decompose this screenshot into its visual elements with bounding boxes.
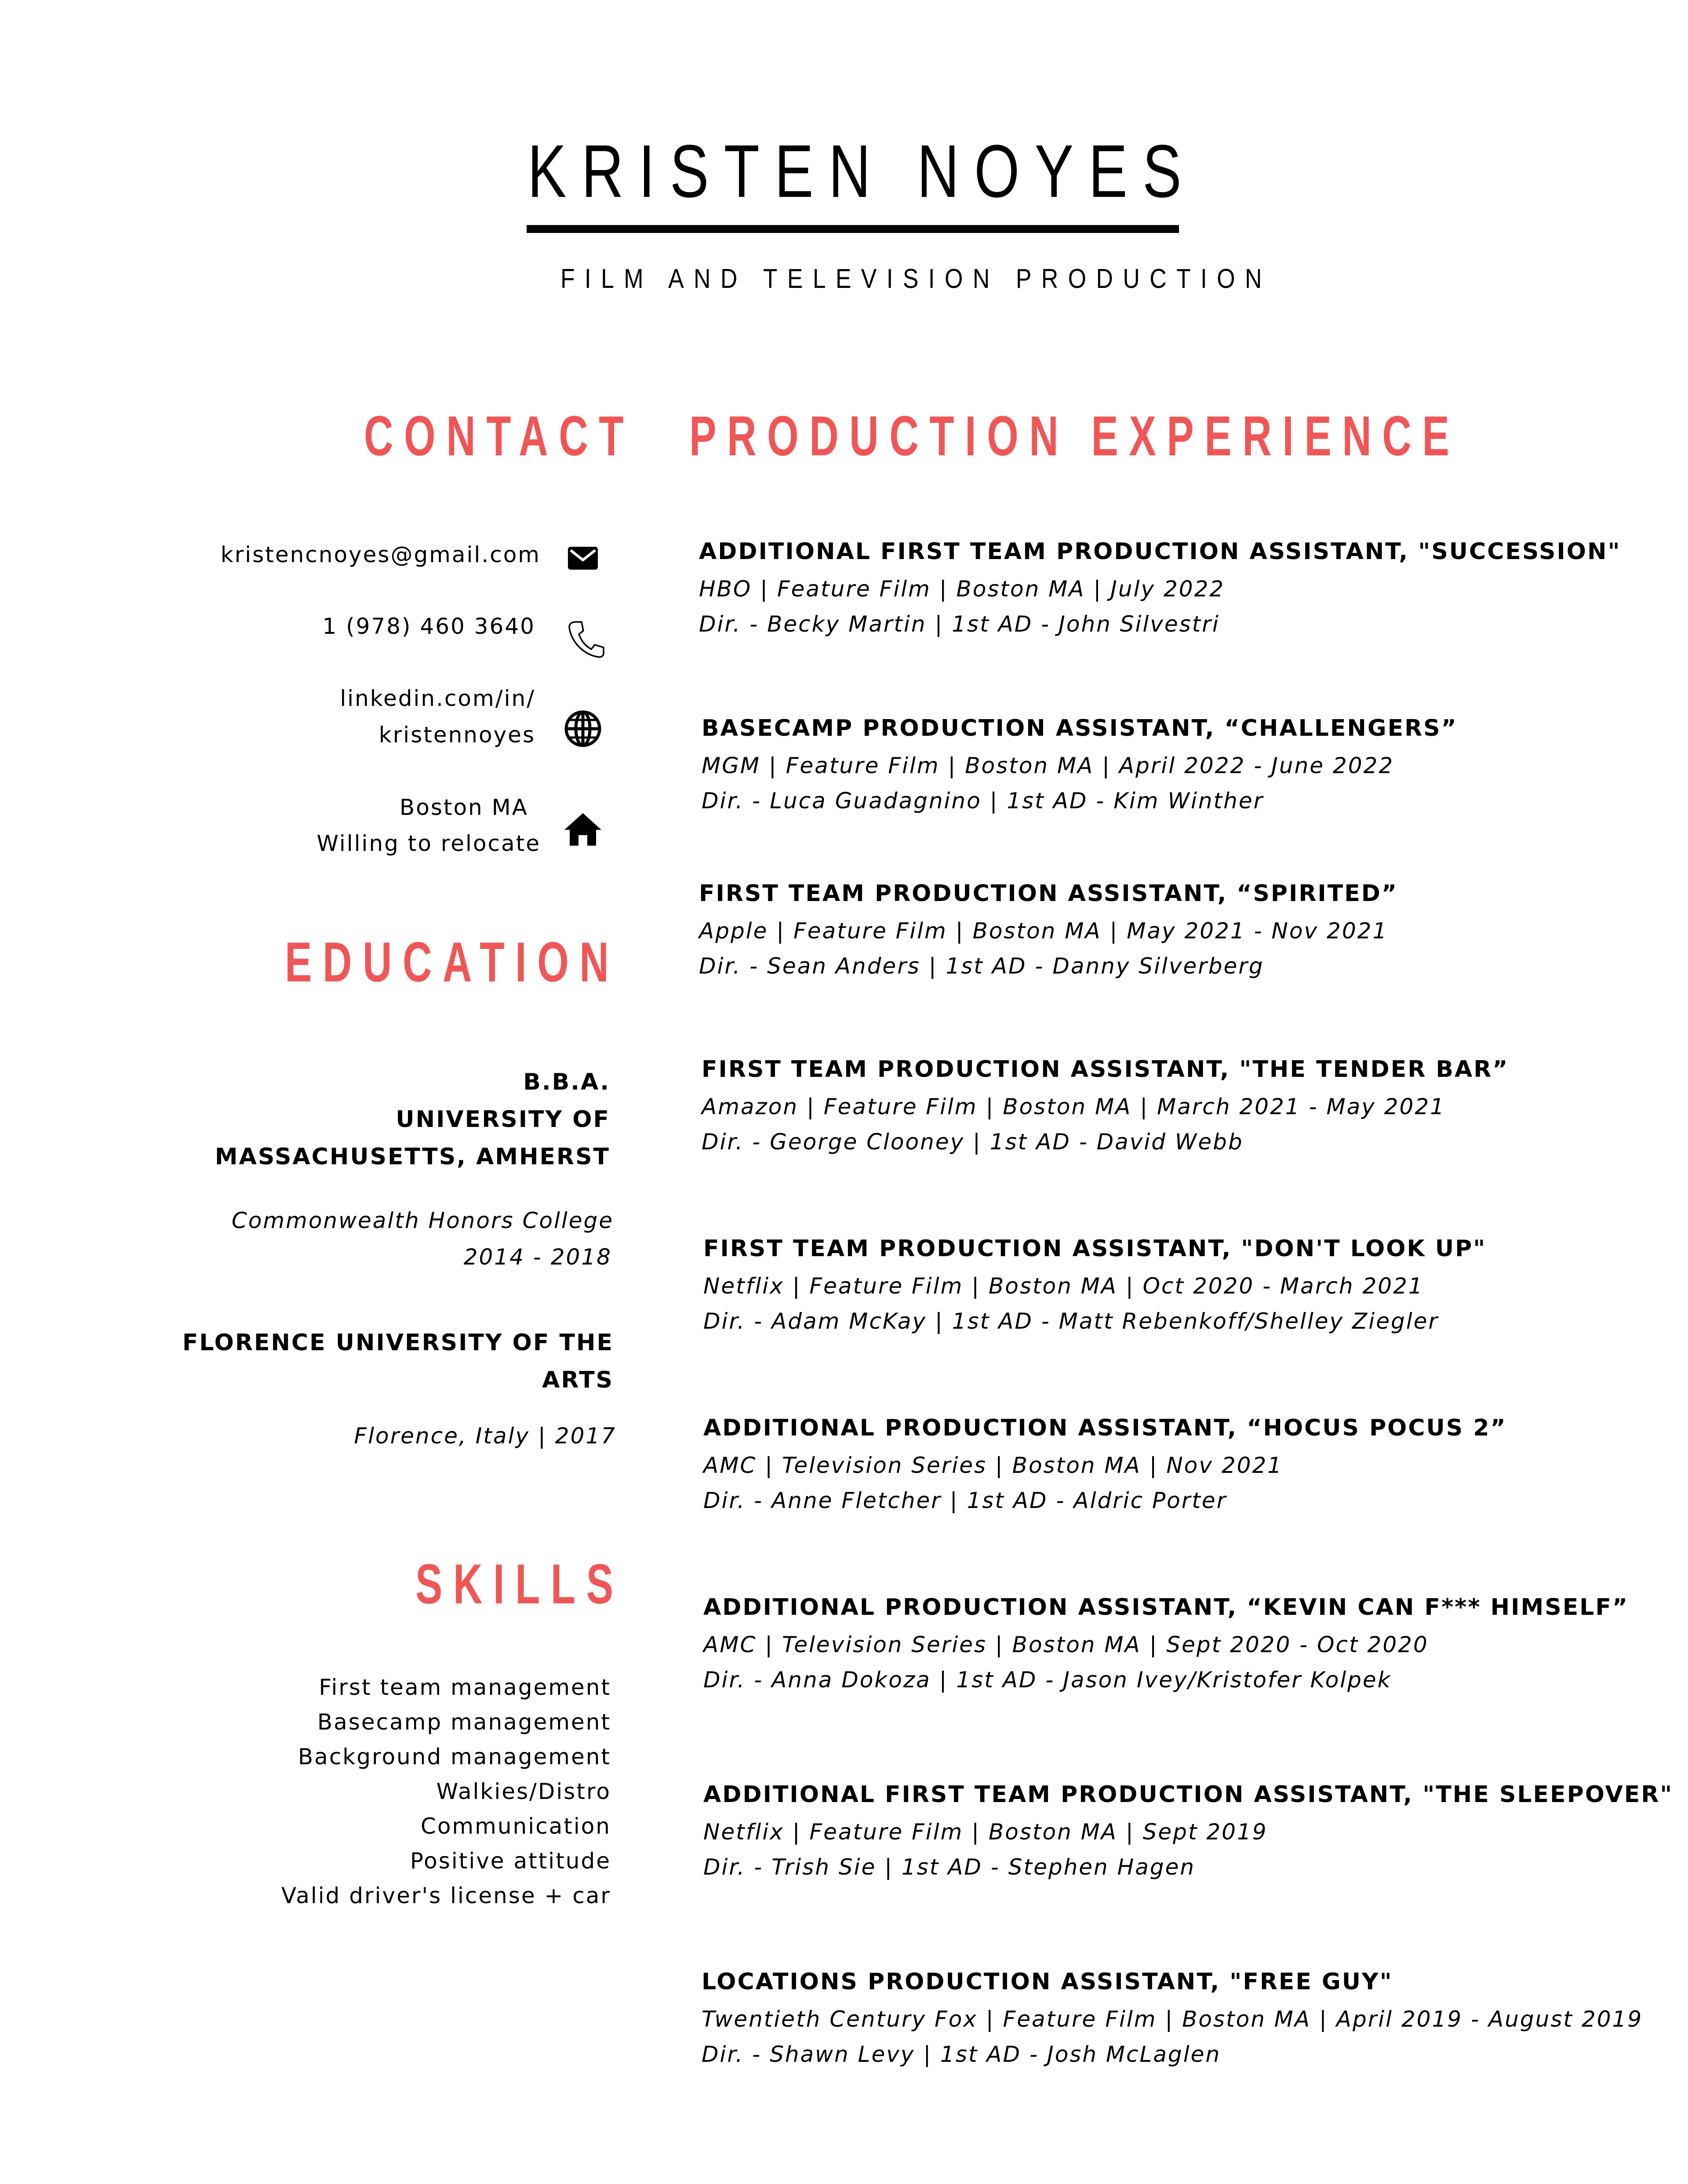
job-details: Twentieth Century Fox | Feature Film | Boston MA | April 2019 - August 2019 xyxy=(702,2006,1643,2032)
home-icon xyxy=(562,808,604,850)
contact-email[interactable]: kristencnoyes@gmail.com xyxy=(220,542,541,567)
skills-list xyxy=(281,1670,611,1913)
job-details: Amazon | Feature Film | Boston MA | March 2021 - May 2021 xyxy=(702,1094,1445,1119)
job-details: Netflix | Feature Film | Boston MA | Oct 2020 - March 2021 xyxy=(703,1273,1424,1299)
edu-1-degree-line3: MASSACHUSETTS, AMHERST xyxy=(215,1144,610,1170)
resume-name: KRISTEN NOYES xyxy=(528,130,1197,213)
contact-location-line1: Boston MA xyxy=(399,795,528,820)
job-crew: Dir. - Becky Martin | 1st AD - John Silvestri xyxy=(699,611,1220,637)
job-details: Netflix | Feature Film | Boston MA | Sept 2019 xyxy=(703,1819,1268,1845)
edu-1-detail-line1: Commonwealth Honors College xyxy=(231,1208,614,1233)
job-title: ADDITIONAL PRODUCTION ASSISTANT, “HOCUS POCUS 2” xyxy=(703,1415,1507,1441)
experience-entry xyxy=(702,709,1669,818)
edu-2-detail-line1: Florence, Italy | 2017 xyxy=(354,1423,616,1449)
skill-item: First team management xyxy=(319,1675,611,1700)
job-crew: Dir. - Trish Sie | 1st AD - Stephen Hagen xyxy=(703,1854,1196,1880)
skill-item: Valid driver's license + car xyxy=(281,1883,611,1908)
experience-entry xyxy=(703,1775,1673,1885)
edu-2-degree-line1: FLORENCE UNIVERSITY OF THE xyxy=(182,1330,614,1356)
experience-entry xyxy=(699,874,1666,984)
edu-2-degree-line2: ARTS xyxy=(542,1367,614,1393)
experience-entry xyxy=(702,1050,1669,1159)
phone-icon xyxy=(565,618,607,660)
job-title: BASECAMP PRODUCTION ASSISTANT, “CHALLENGERS” xyxy=(702,715,1458,741)
name-underline xyxy=(527,225,1179,233)
job-crew: Dir. - Adam McKay | 1st AD - Matt Rebenkoff/Shelley Ziegler xyxy=(703,1308,1439,1334)
experience-heading: PRODUCTION EXPERIENCE xyxy=(689,405,1460,468)
job-title: ADDITIONAL FIRST TEAM PRODUCTION ASSISTANT, "SUCCESSION" xyxy=(699,538,1621,565)
job-title: FIRST TEAM PRODUCTION ASSISTANT, “SPIRITED” xyxy=(699,880,1398,907)
envelope-icon xyxy=(562,537,604,579)
experience-entry xyxy=(699,532,1666,642)
experience-entry xyxy=(702,1962,1669,2072)
job-title: ADDITIONAL PRODUCTION ASSISTANT, “KEVIN CAN F*** HIMSELF” xyxy=(703,1594,1629,1621)
contact-phone[interactable]: 1 (978) 460 3640 xyxy=(322,614,535,639)
job-title: LOCATIONS PRODUCTION ASSISTANT, "FREE GUY" xyxy=(702,1969,1393,1995)
skill-item: Background management xyxy=(298,1744,611,1770)
skill-item: Communication xyxy=(420,1813,611,1839)
experience-entry xyxy=(703,1408,1670,1518)
job-crew: Dir. - Anna Dokoza | 1st AD - Jason Ivey/Kristofer Kolpek xyxy=(703,1667,1392,1693)
job-details: AMC | Television Series | Boston MA | Nov 2021 xyxy=(703,1453,1283,1478)
contact-linkedin-line1[interactable]: linkedin.com/in/ xyxy=(340,686,535,711)
edu-1-degree-line2: UNIVERSITY OF xyxy=(396,1106,610,1133)
job-crew: Dir. - Shawn Levy | 1st AD - Josh McLaglen xyxy=(702,2042,1221,2067)
job-crew: Dir. - Sean Anders | 1st AD - Danny Silverberg xyxy=(699,953,1264,979)
contact-location-line2: Willing to relocate xyxy=(316,831,541,856)
globe-icon xyxy=(562,708,604,750)
experience-entry xyxy=(703,1588,1670,1697)
skill-item: Positive attitude xyxy=(410,1848,611,1874)
skill-item: Basecamp management xyxy=(317,1709,611,1735)
job-details: Apple | Feature Film | Boston MA | May 2021 - Nov 2021 xyxy=(699,918,1388,944)
edu-1-detail-line2: 2014 - 2018 xyxy=(463,1244,612,1270)
job-crew: Dir. - Anne Fletcher | 1st AD - Aldric Porter xyxy=(703,1488,1227,1513)
skills-heading: SKILLS xyxy=(415,1553,624,1616)
job-details: AMC | Television Series | Boston MA | Sept 2020 - Oct 2020 xyxy=(703,1632,1429,1657)
job-crew: Dir. - George Clooney | 1st AD - David Webb xyxy=(702,1129,1244,1155)
job-title: FIRST TEAM PRODUCTION ASSISTANT, "THE TENDER BAR” xyxy=(702,1056,1509,1083)
resume-tagline: FILM AND TELEVISION PRODUCTION xyxy=(560,264,1272,294)
contact-heading: CONTACT xyxy=(364,405,635,468)
contact-linkedin-line2[interactable]: kristennoyes xyxy=(378,722,535,748)
job-crew: Dir. - Luca Guadagnino | 1st AD - Kim Winther xyxy=(702,788,1264,814)
job-details: HBO | Feature Film | Boston MA | July 2022 xyxy=(699,576,1225,602)
education-heading: EDUCATION xyxy=(285,931,620,994)
job-title: FIRST TEAM PRODUCTION ASSISTANT, "DON'T LOOK UP" xyxy=(703,1236,1487,1262)
job-title: ADDITIONAL FIRST TEAM PRODUCTION ASSISTANT, "THE SLEEPOVER" xyxy=(703,1781,1673,1808)
experience-entry xyxy=(703,1229,1670,1339)
edu-1-degree-line1: B.B.A. xyxy=(523,1069,610,1095)
job-details: MGM | Feature Film | Boston MA | April 2022 - June 2022 xyxy=(702,753,1394,778)
skill-item: Walkies/Distro xyxy=(436,1779,611,1804)
